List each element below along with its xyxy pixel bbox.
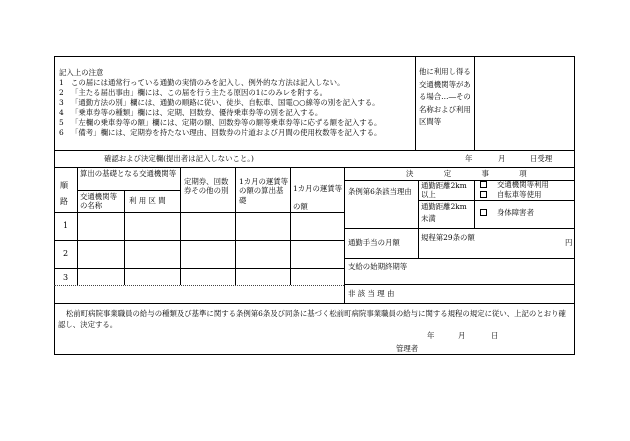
det-row-line bbox=[344, 228, 575, 229]
row-number: 3 bbox=[63, 273, 69, 282]
manager-label: 管理者 bbox=[396, 344, 419, 353]
note-number: 2 bbox=[59, 88, 64, 97]
disabled-checkbox[interactable] bbox=[480, 209, 487, 216]
note-text: 「左欄の乗車券等の額」欄には、定期の額、回数券等の額等乗車券等に応ずる額を記入する。 bbox=[71, 118, 382, 127]
note-number: 4 bbox=[59, 108, 64, 117]
col-basis-group-header: 算出の基礎となる交通機関等 bbox=[80, 169, 177, 178]
note-text: この届には通常行っている通勤の実情のみを記入し、例外的な方法は記入しない。 bbox=[71, 78, 345, 87]
transport-checkbox[interactable] bbox=[480, 181, 487, 188]
bicycle-checkbox[interactable] bbox=[480, 191, 487, 198]
col-line bbox=[344, 167, 345, 303]
col-ticket-type-header: 定期券、回数券その他の別 bbox=[184, 177, 229, 196]
opt-bicycle-label: 自転車等使用 bbox=[497, 190, 542, 199]
col-monthly-fare-header: 1カ月の運賃等の額の算出基礎 bbox=[239, 177, 289, 205]
det-row-line bbox=[54, 303, 575, 304]
col-transport-name-header: 交通機関等の名称 bbox=[80, 192, 117, 211]
col-line bbox=[124, 190, 125, 285]
footer-day: 日 bbox=[491, 331, 499, 340]
note-text: 「通勤方法の別」欄には、通勤の順路に従い、徒歩、自転車、国電○○線等の別を記入する。 bbox=[71, 98, 380, 107]
det-row-line bbox=[344, 284, 575, 285]
note-text: 「主たる届出事由」欄には、この届を行う主たる原因の1にのみレを附する。 bbox=[71, 88, 327, 97]
footer-month: 月 bbox=[458, 331, 466, 340]
determination-header: 決 定 事 項 bbox=[406, 169, 541, 178]
decision-header: 確認および決定欄(提出者は記入しないこと。) bbox=[104, 154, 254, 163]
row-line bbox=[77, 190, 180, 191]
col-monthly-amount-header: 1カ月の運賃等の額 bbox=[293, 184, 343, 211]
side-note-divider bbox=[474, 56, 475, 150]
not-applicable-label: 非 該 当 理 由 bbox=[348, 289, 395, 298]
opt-transport-label: 交通機関等利用 bbox=[497, 180, 549, 189]
dist-over-label: 通勤距離2km以上 bbox=[421, 181, 467, 200]
decision-header-line bbox=[54, 167, 575, 168]
yen-label: 円 bbox=[565, 238, 573, 247]
det-col-line bbox=[474, 180, 475, 228]
notes-title: 記入上の注意 bbox=[59, 68, 104, 77]
note-number: 3 bbox=[59, 98, 64, 107]
note-number: 5 bbox=[59, 118, 64, 127]
notes-divider bbox=[415, 56, 416, 150]
row-dotted-line bbox=[54, 285, 344, 286]
allowance-label: 通勤手当の月額 bbox=[348, 238, 400, 247]
row-number: 1 bbox=[63, 221, 69, 230]
footer-year: 年 bbox=[427, 331, 435, 340]
note-text: 「乗車券等の種類」欄には、定期、回数券、優待乗車券等の別を記入する。 bbox=[71, 108, 323, 117]
payment-period-label: 支給の始期終期等 bbox=[348, 262, 408, 271]
det-col-line bbox=[418, 180, 419, 258]
notes-bottom-line bbox=[54, 150, 575, 151]
det-row-line bbox=[344, 258, 575, 259]
received-year: 年 bbox=[465, 154, 473, 163]
row-number: 2 bbox=[63, 249, 69, 258]
rule29-label: 規程第29条の額 bbox=[421, 233, 475, 242]
note-text: 「備考」欄には、定期券を持たない理由、回数券の片道および月間の使用枚数等を記入する。 bbox=[71, 128, 382, 137]
note-number: 6 bbox=[59, 128, 64, 137]
col-section-header: 利 用 区 間 bbox=[129, 196, 166, 205]
note-number: 1 bbox=[59, 78, 64, 87]
row-line bbox=[54, 240, 344, 241]
article6-label: 条例第6条該当理由 bbox=[348, 187, 412, 196]
col-number-header: 順路 bbox=[60, 181, 68, 206]
received-month: 月 bbox=[498, 154, 506, 163]
side-note: 他に利用し得る交通機関等がある場合…―その名称および利用区間等 bbox=[419, 67, 471, 126]
opt-disabled-label: 身体障害者 bbox=[497, 208, 534, 217]
received-day: 日受理 bbox=[530, 154, 553, 163]
dist-under-label: 通勤距離2km未満 bbox=[421, 202, 467, 223]
row-line bbox=[54, 268, 344, 269]
footer-statement: 松前町病院事業職員の給与の種類及び基準に関する条例第6条及び同条に基づく松前町病院事業職員の給与に関する規程の規定に従い、上記のとおり確認し、決定する。 bbox=[58, 309, 566, 329]
